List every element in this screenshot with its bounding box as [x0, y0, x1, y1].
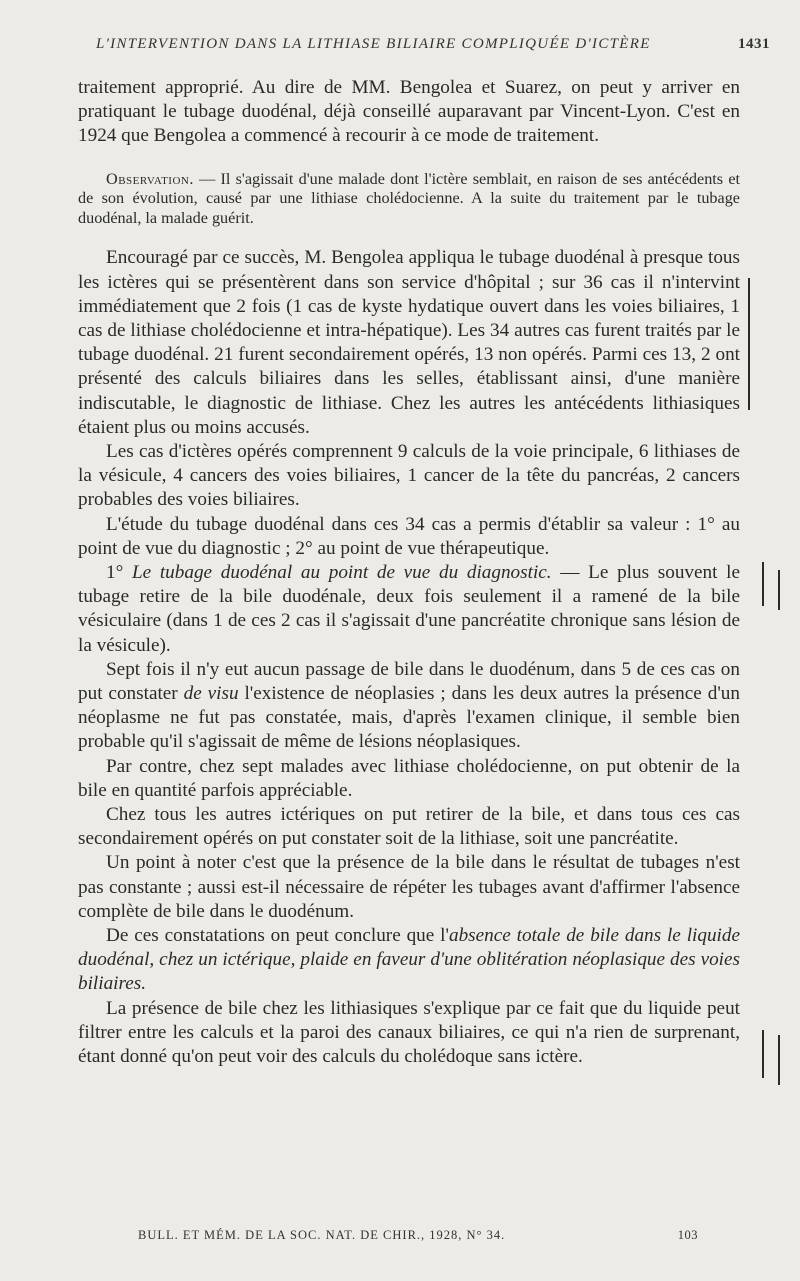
- paragraph: [78, 924, 740, 997]
- margin-mark: [748, 278, 750, 410]
- paragraph: [78, 658, 740, 755]
- paragraph: L'étude du tubage duodénal dans ces 34 cas a permis d'établir sa valeur : 1° au point de vue du diagnostic ; 2° au point de vue thérapeutique.: [78, 513, 740, 559]
- section-number: 1°: [106, 562, 132, 584]
- paragraph-text: — Le plus souvent le tubage retire de la bile duodénale, deux fois seulement il a ramené de la bile vésiculaire (dans 1 de ces 2 cas il s'agissait d'une pancréatite chronique sans lésion de la vésicule).: [78, 562, 740, 656]
- paragraph-text: l'existence de néoplasies ; dans les deux autres la présence d'un néoplasme ne fut pas constatée, mais, d'après l'examen clinique, il semble bien probable qu'il s'agissait de même de lésions néoplasiques.: [78, 683, 740, 753]
- paragraph-text: Sept fois il n'y eut aucun passage de bile dans le duodénum, dans 5 de ces cas on put constater: [78, 658, 740, 705]
- paragraph: traitement approprié. Au dire de MM. Bengolea et Suarez, on peut y arriver en pratiquant le tubage duodénal, déjà conseillé auparavant par Vincent-Lyon. C'est en 1924 que Bengolea a commencé à recourir à ce mode de traitement.: [78, 77, 740, 147]
- paragraph: Chez tous les autres ictériques on put retirer de la bile, et dans tous ces cas secondairement opérés on put constater soit de la lithiase, soit une pancréatite.: [78, 804, 740, 850]
- margin-mark: [762, 1030, 764, 1078]
- italic-phrase: de visu: [183, 683, 239, 705]
- observation-text: — Il s'agissait d'une malade dont l'ictère semblait, en raison de ses antécédents et de son évolution, causé par une lithiase cholédocienne. A la suite du traitement par le tubage duodénal, la malade guérit.: [78, 169, 740, 227]
- paragraph: Les cas d'ictères opérés comprennent 9 calculs de la voie principale, 6 lithiases de la vésicule, 4 cancers des voies biliaires, 1 cancer de la tête du pancréas, 2 cancers probables des voies biliaires.: [78, 441, 740, 511]
- section-heading: Le tubage duodénal au point de vue du diagnostic.: [131, 562, 552, 584]
- paragraph: [78, 561, 740, 658]
- body-text: [78, 76, 740, 1069]
- journal-citation: BULL. ET MÉM. DE LA SOC. NAT. DE CHIR., 1928, N° 34.: [138, 1228, 506, 1242]
- observation-note: [78, 170, 740, 229]
- conclusion-italic: absence totale de bile dans le liquide duodénal, chez un ictérique, plaide en faveur d'une oblitération néoplasique des voies biliaires.: [78, 925, 740, 995]
- paragraph: La présence de bile chez les lithiasiques s'explique par ce fait que du liquide peut filtrer entre les calculs et la paroi des canaux biliaires, ce qui n'a rien de surprenant, étant donné qu'on peut voir des calculs du cholédoque sans ictère.: [78, 997, 740, 1068]
- margin-mark: [762, 562, 764, 606]
- paragraph: Un point à noter c'est que la présence de la bile dans le résultat de tubages n'est pas constante ; aussi est-il nécessaire de répéter les tubages avant d'affirmer l'absence complète de bile dans le duodénum.: [78, 852, 740, 922]
- folio-number: 103: [677, 1228, 698, 1242]
- paragraph-text: De ces constatations on peut conclure que l': [106, 925, 449, 947]
- running-header: [96, 36, 770, 53]
- margin-mark: [778, 570, 780, 610]
- margin-mark: [778, 1035, 780, 1085]
- page-number: 1431: [738, 36, 770, 52]
- paragraph: Encouragé par ce succès, M. Bengolea appliqua le tubage duodénal à presque tous les ictères qui se présentèrent dans son service d'hôpital ; sur 36 cas il n'intervint immédiatement que 2 fois (1 cas de kyste hydatique ouvert dans les voies biliaires, 1 cas de lithiase cholédocienne et intra-hépatique). Les 34 autres cas furent traités par le tubage duodénal. 21 furent secondairement opérés, 13 non opérés. Parmi ces 13, 2 ont présenté des calculs biliaires dans les selles, établissant ainsi, d'une manière indiscutable, le diagnostic de lithiase. Chez les autres les antécédents lithiasiques étaient plus ou moins accusés.: [78, 247, 740, 438]
- observation-label: Observation.: [106, 169, 194, 188]
- paragraph: Par contre, chez sept malades avec lithiase cholédocienne, on put obtenir de la bile en quantité parfois appréciable.: [78, 755, 740, 801]
- page-footer: [138, 1228, 698, 1243]
- running-title: L'INTERVENTION DANS LA LITHIASE BILIAIRE COMPLIQUÉE D'ICTÈRE: [96, 36, 651, 52]
